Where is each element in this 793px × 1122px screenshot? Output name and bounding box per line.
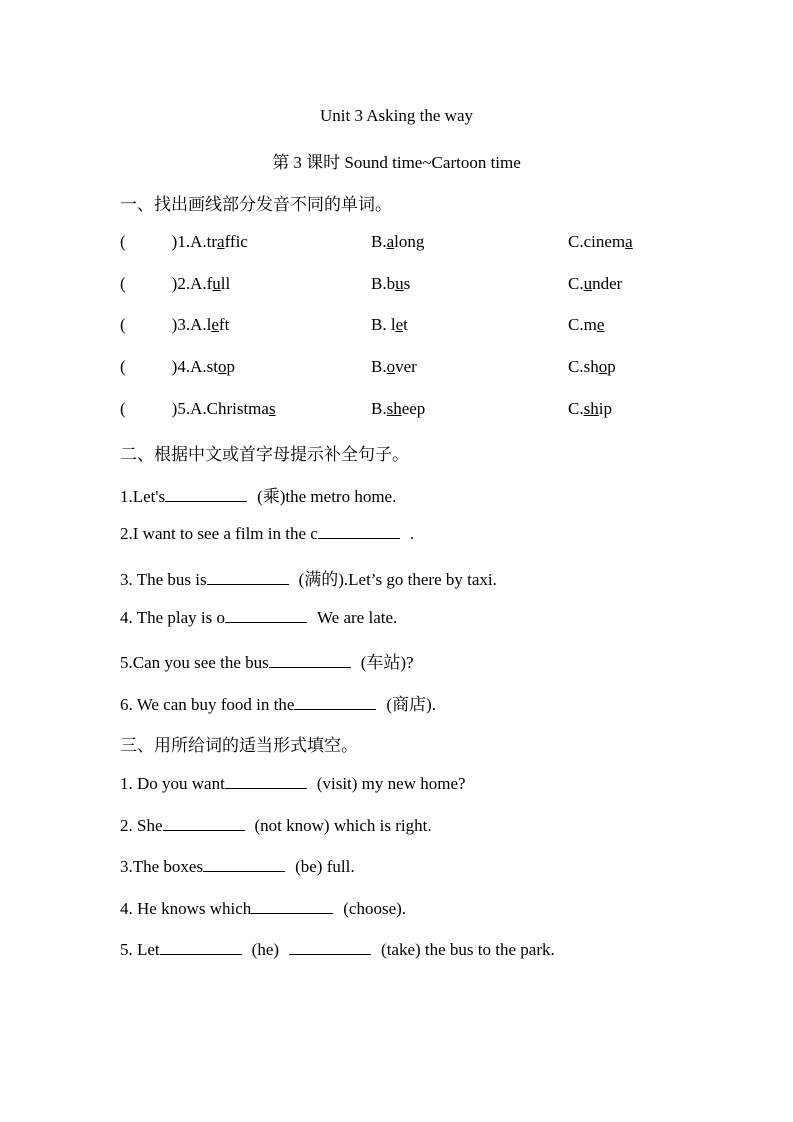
sentence-item: 4. The play is o We are late.: [120, 608, 398, 627]
option-b: B. let: [371, 315, 408, 334]
option-a: ( )5.A.Christmas: [120, 399, 276, 418]
sentence-item: 1.Let's (乘)the metro home.: [120, 487, 397, 506]
question-row: [120, 399, 720, 423]
sentence-item: 2. She (not know) which is right.: [120, 816, 432, 835]
option-c: C.under: [568, 274, 623, 293]
page-subtitle: 第 3 课时 Sound time~Cartoon time: [272, 153, 521, 172]
answer-blank[interactable]: [225, 773, 307, 789]
question-row: [120, 232, 720, 256]
sentence-item: 3.The boxes (be) full.: [120, 857, 355, 876]
sentence-item: 5. Let (he) (take) the bus to the park.: [120, 940, 555, 959]
option-c: C.ship: [568, 399, 612, 418]
answer-blank[interactable]: [289, 939, 371, 955]
option-a: ( )1.A.traffic: [120, 232, 248, 251]
option-a: ( )4.A.stop: [120, 357, 235, 376]
sentence-item: 4. He knows which (choose).: [120, 899, 407, 918]
option-c: C.me: [568, 315, 605, 334]
answer-blank[interactable]: [225, 607, 307, 623]
answer-blank[interactable]: [203, 856, 285, 872]
sentence-item: 1. Do you want (visit) my new home?: [120, 774, 466, 793]
sentence-item: 2.I want to see a film in the c .: [120, 524, 415, 543]
question-row: [120, 357, 720, 381]
sentence-item: 6. We can buy food in the (商店).: [120, 695, 436, 714]
page-title: Unit 3 Asking the way: [320, 106, 473, 125]
sentence-item: 3. The bus is (满的).Let’s go there by taxi.: [120, 570, 497, 589]
answer-blank[interactable]: [207, 569, 289, 585]
answer-blank[interactable]: [251, 898, 333, 914]
sentence-item: 5.Can you see the bus (车站)?: [120, 653, 414, 672]
option-b: B.over: [371, 357, 417, 376]
answer-blank[interactable]: [318, 523, 400, 539]
question-row: [120, 315, 720, 339]
section1-heading: 一、找出画线部分发音不同的单词。: [120, 195, 392, 215]
option-b: B.sheep: [371, 399, 426, 418]
option-b: B.along: [371, 232, 425, 251]
answer-blank[interactable]: [294, 694, 376, 710]
answer-blank[interactable]: [269, 652, 351, 668]
answer-blank[interactable]: [160, 939, 242, 955]
answer-blank[interactable]: [163, 815, 245, 831]
option-c: C.shop: [568, 357, 616, 376]
answer-blank[interactable]: [165, 486, 247, 502]
option-b: B.bus: [371, 274, 411, 293]
option-a: ( )3.A.left: [120, 315, 230, 334]
option-c: C.cinema: [568, 232, 633, 251]
question-row: [120, 274, 720, 298]
option-a: ( )2.A.full: [120, 274, 231, 293]
section3-heading: 三、用所给词的适当形式填空。: [120, 736, 358, 756]
section2-heading: 二、根据中文或首字母提示补全句子。: [120, 445, 409, 465]
